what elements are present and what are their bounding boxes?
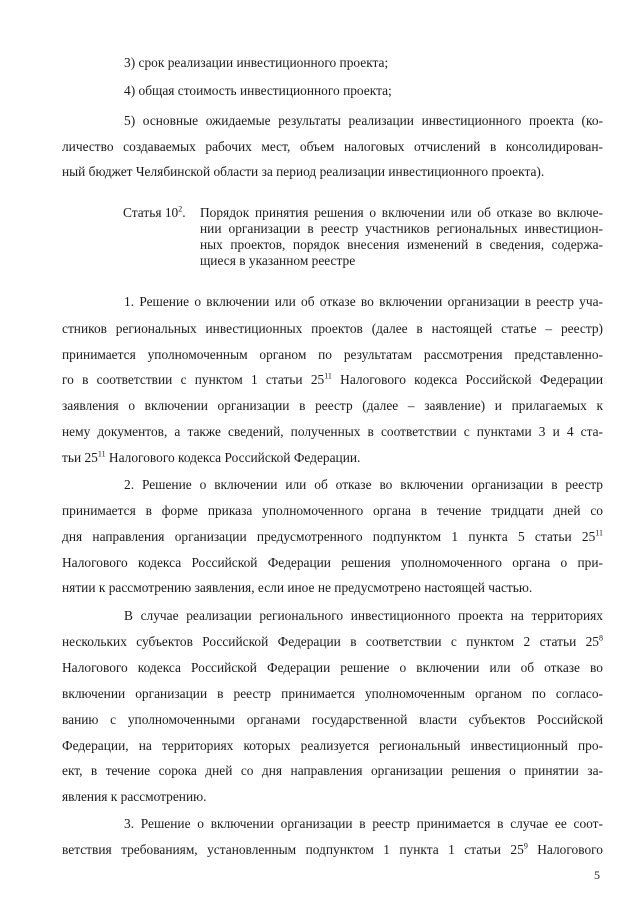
- p2-line-5: нятии к рассмотрению заявления, если иное не предусмотрено настоящей частью.: [62, 580, 533, 595]
- p4-line-1: 3. Решение о включении организации в реестр принимается в случае ее соот-: [124, 816, 603, 831]
- p3-line-5: ванию с уполномоченными органами государственной власти субъектов Российской: [62, 712, 603, 727]
- article-title-line-4: щиеся в указанном реестре: [200, 253, 356, 268]
- article-title-line-3: ных проектов, порядок внесения изменений в сведения, содержа-: [200, 237, 603, 252]
- p3-line-6: Федерации, на территориях которых реализуется региональный инвестиционный про-: [62, 738, 603, 753]
- p1-line-3: принимается уполномоченным органом по результатам рассмотрения представленно-: [62, 347, 603, 362]
- p2-line-1: 2. Решение о включении или об отказе во включении организации в реестр: [124, 477, 603, 492]
- list-item-5-cont-1: личество создаваемых рабочих мест, объем налоговых отчислений в консолидирован-: [62, 139, 603, 154]
- p4-line-2: ветствия требованиям, установленным подпунктом 1 пункта 1 статьи $25^9$ Налогового: [62, 841, 603, 857]
- list-item-5: 5) основные ожидаемые результаты реализации инвестиционного проекта (ко-: [124, 113, 603, 128]
- article-title-line-1: Порядок принятия решения о включении или об отказе во включе-: [200, 205, 603, 220]
- list-item-3: 3) срок реализации инвестиционного проекта;: [124, 55, 389, 70]
- p1-line-7: тьи $25^{11}$ Налогового кодекса Российской Федерации.: [62, 449, 361, 465]
- page-number: 5: [594, 868, 600, 882]
- p2-line-3: дня направления организации предусмотренного подпунктом 1 пункта 5 статьи $25^{11}$: [62, 528, 603, 544]
- p3-line-7: ект, в течение сорока дней со дня направления организации решения о принятии за-: [62, 763, 603, 778]
- list-item-5-cont-2: ный бюджет Челябинской области за период реализации инвестиционного проекта).: [62, 164, 545, 179]
- list-item-4: 4) общая стоимость инвестиционного проекта;: [124, 83, 392, 98]
- p3-line-8: явления к рассмотрению.: [62, 789, 207, 804]
- article-label: Статья $10^2$.: [123, 204, 186, 220]
- p2-line-4: Налогового кодекса Российской Федерации решения уполномоченного органа о при-: [62, 555, 603, 570]
- p1-line-4: го в соответствии с пунктом 1 статьи $25^{11}$ Налогового кодекса Российской Федерации: [62, 371, 603, 387]
- p3-line-3: Налогового кодекса Российской Федерации решение о включении или об отказе во: [62, 660, 603, 675]
- p3-line-4: включении организации в реестр принимается уполномоченным органом по согласо-: [62, 686, 603, 701]
- p1-line-5: заявления о включении организации в реестр (далее – заявление) и прилагаемых к: [62, 398, 603, 413]
- p1-line-1: 1. Решение о включении или об отказе во включении организации в реестр уча-: [124, 294, 603, 309]
- p3-line-2: нескольких субъектов Российской Федерации в соответствии с пунктом 2 статьи $25^8$: [62, 633, 603, 649]
- article-title-line-2: нии организации в реестр участников региональных инвестицион-: [200, 221, 603, 236]
- p1-line-2: стников региональных инвестиционных проектов (далее в настоящей статье – реестр): [62, 321, 603, 336]
- p1-line-6: нему документов, а также сведений, полученных в соответствии с пунктами 3 и 4 ста-: [62, 424, 603, 439]
- p2-line-2: принимается в форме приказа уполномоченного органа в течение тридцати дней со: [62, 503, 603, 518]
- p3-line-1: В случае реализации регионального инвестиционного проекта на территориях: [124, 608, 603, 623]
